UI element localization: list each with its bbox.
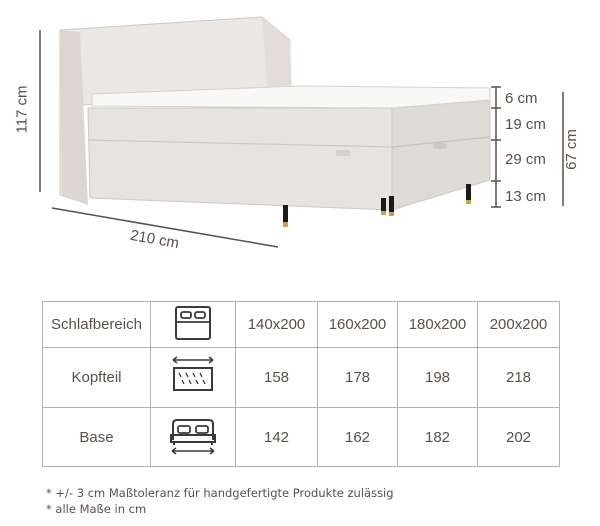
dim-height-total: 117 cm [13, 85, 31, 134]
table-row-kopfteil [43, 348, 560, 408]
dim-length: 210 cm [128, 226, 181, 253]
dim-height-base: 67 cm [562, 129, 580, 170]
footnote-tolerance: * +/- 3 cm Maßtoleranz für handgefertigte Produkte zulässig [46, 486, 394, 500]
footnotes [46, 485, 394, 517]
dim-box: 29 cm [505, 151, 546, 168]
box-spring-right [392, 100, 490, 210]
size-header-4: 200x200 [478, 302, 560, 348]
kopfteil-value-2: 178 [318, 348, 398, 408]
base-value-2: 162 [318, 408, 398, 467]
row-label-base: Base [43, 408, 151, 467]
size-header-1: 140x200 [236, 302, 318, 348]
kopfteil-value-4: 218 [478, 348, 560, 408]
size-table [42, 301, 560, 467]
base-value-1: 142 [236, 408, 318, 467]
bed-width-icon-cell [151, 408, 236, 467]
header-label: Schlafbereich [43, 302, 151, 348]
size-header-3: 180x200 [398, 302, 478, 348]
sleeping-area-icon-cell [151, 302, 236, 348]
base-value-4: 202 [478, 408, 560, 467]
sleeping-area-icon [173, 305, 213, 341]
dim-topper: 6 cm [505, 90, 538, 107]
bed-width-icon [167, 414, 219, 456]
row-label-kopfteil: Kopfteil [43, 348, 151, 408]
headboard-width-icon-cell [151, 348, 236, 408]
footnote-units: * alle Maße in cm [46, 502, 147, 516]
table-row-base [43, 408, 560, 467]
kopfteil-value-1: 158 [236, 348, 318, 408]
dim-mattress: 19 cm [505, 116, 546, 133]
size-header-2: 160x200 [318, 302, 398, 348]
box-spring-left [88, 108, 392, 210]
kopfteil-value-3: 198 [398, 348, 478, 408]
table-row-header [43, 302, 560, 348]
dim-legs: 13 cm [505, 188, 546, 205]
headboard-width-icon [168, 355, 218, 397]
base-value-3: 182 [398, 408, 478, 467]
